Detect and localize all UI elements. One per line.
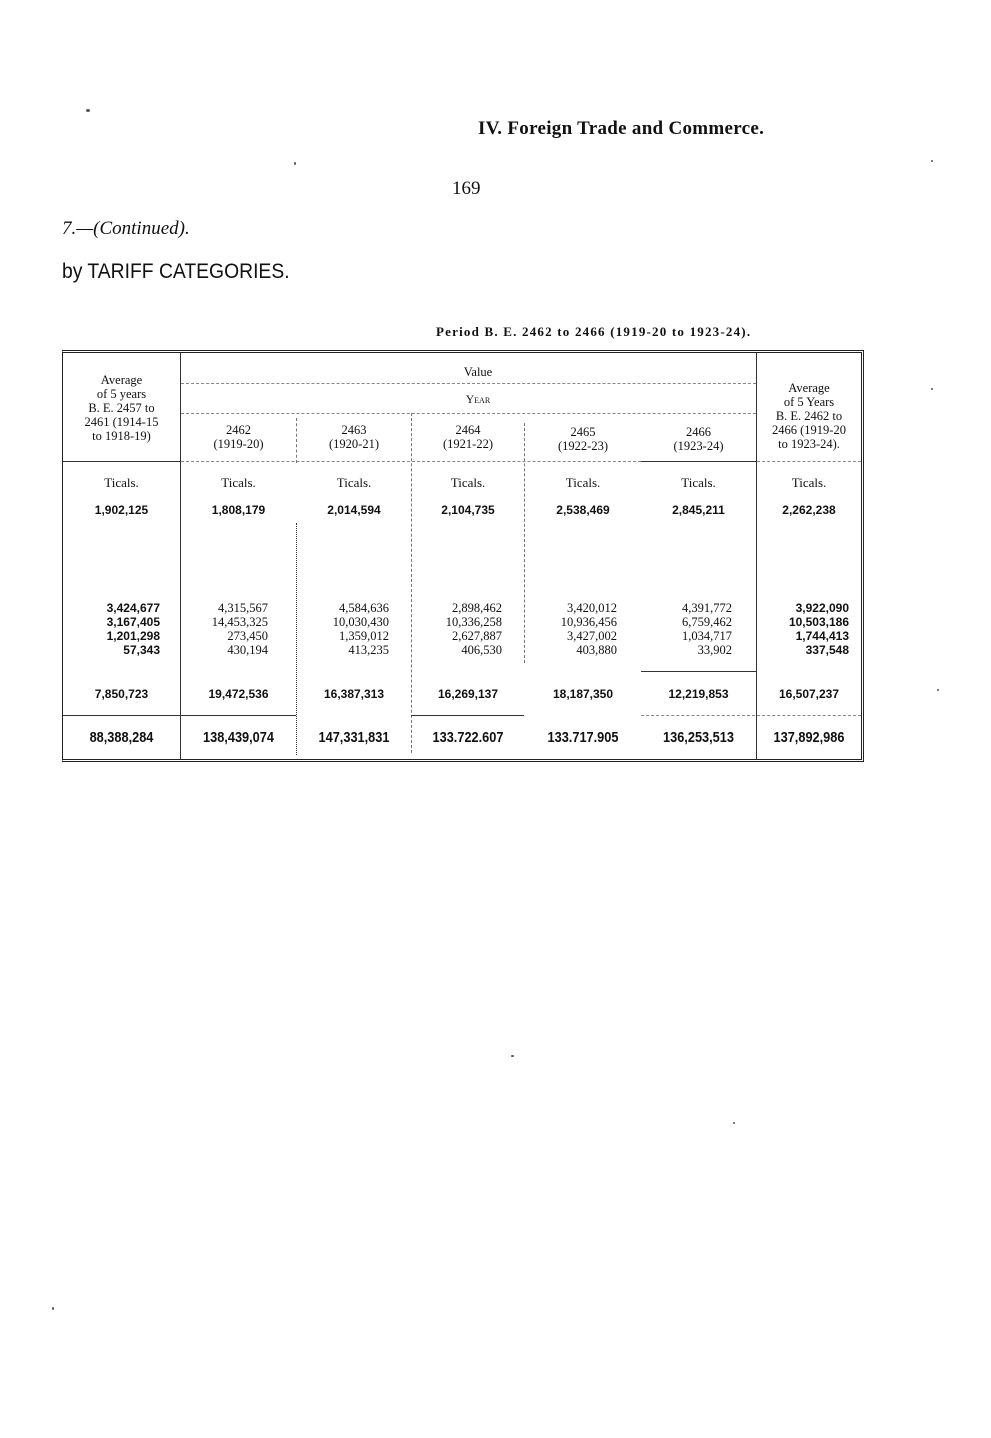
group-value: 4,315,567	[218, 601, 268, 615]
cell-row1: 2,014,594	[327, 503, 381, 517]
cell-row1: 2,262,238	[782, 503, 836, 517]
group-value: 403,880	[576, 643, 617, 657]
group-value: 413,235	[348, 643, 389, 657]
header-line: 2461 (1914-15	[84, 415, 159, 429]
header-line: 2462	[226, 423, 251, 437]
cell-total: 133.717.905	[547, 729, 619, 746]
scan-speck	[733, 1122, 735, 1124]
section-title: by TARIFF CATEGORIES.	[62, 260, 290, 283]
scan-speck	[931, 160, 933, 162]
unit-label: Ticals.	[221, 475, 256, 490]
group-value: 3,427,002	[567, 629, 617, 643]
group-value: 6,759,462	[682, 615, 732, 629]
cell-group	[641, 601, 756, 657]
continued-label: 7.—(Continued).	[62, 218, 190, 239]
cell-row1: 2,538,469	[556, 503, 610, 517]
group-value: 10,030,430	[332, 615, 389, 629]
scan-speck	[86, 109, 90, 112]
header-line: of 5 Years	[783, 395, 835, 409]
header-rule	[181, 461, 641, 462]
group-value: 4,584,636	[339, 601, 389, 615]
header-line: 2466	[686, 425, 711, 439]
cell-group	[757, 601, 861, 657]
cell-subtotal: 7,850,723	[94, 687, 149, 701]
header-rule	[63, 461, 180, 462]
header-line: 2463	[341, 423, 367, 437]
unit-label: Ticals.	[450, 475, 486, 490]
cell-group	[525, 601, 641, 657]
group-value: 1,201,298	[106, 629, 160, 643]
header-value: Value	[463, 365, 493, 379]
group-value: 4,391,772	[682, 601, 732, 615]
group-value: 57,343	[123, 643, 160, 657]
header-line: (1921-22)	[443, 437, 493, 451]
cell-group	[181, 601, 296, 657]
year-underline	[181, 413, 756, 414]
unit-label: Ticals.	[565, 475, 601, 490]
header-line: B. E. 2462 to	[775, 409, 843, 423]
header-line: (1919-20)	[213, 437, 264, 451]
cell-subtotal: 18,187,350	[552, 687, 614, 701]
header-line: of 5 years	[96, 387, 147, 401]
header-avg-previous	[63, 373, 180, 443]
cell-subtotal: 19,472,536	[208, 687, 269, 701]
cell-subtotal: 16,507,237	[778, 687, 840, 701]
group-value: 430,194	[227, 643, 268, 657]
header-rule	[757, 461, 861, 462]
header-year-2464	[412, 423, 524, 451]
total-rule	[411, 715, 524, 716]
group-value: 10,936,456	[560, 615, 617, 629]
group-value: 3,420,012	[567, 601, 617, 615]
header-year: Year	[465, 394, 491, 406]
header-avg-current	[757, 381, 861, 451]
group-value: 2,898,462	[452, 601, 502, 615]
header-line: 2466 (1919-20	[772, 423, 846, 437]
cell-group	[63, 601, 180, 657]
cell-total: 138,439,074	[203, 729, 274, 746]
header-line: (1923-24)	[673, 439, 724, 453]
subtotal-rule	[641, 671, 756, 672]
cell-group	[412, 601, 524, 657]
group-value: 33,902	[697, 643, 732, 657]
cell-total: 147,331,831	[318, 729, 390, 746]
group-value: 1,359,012	[339, 629, 389, 643]
group-value: 3,424,677	[106, 601, 160, 615]
header-line: to 1918-19)	[92, 429, 151, 443]
group-value: 3,922,090	[795, 601, 849, 615]
header-line: to 1923-24).	[778, 437, 840, 451]
header-year-2462	[181, 423, 296, 451]
page-header-title: IV. Foreign Trade and Commerce.	[478, 118, 765, 139]
group-value: 2,627,887	[452, 629, 502, 643]
unit-label: Ticals.	[681, 475, 716, 490]
header-rule	[641, 461, 756, 462]
header-line: Average	[100, 373, 143, 387]
header-line: Average	[788, 381, 830, 395]
group-value: 1,744,413	[795, 629, 849, 643]
scan-speck	[937, 689, 939, 691]
group-value: 337,548	[805, 643, 849, 657]
unit-label: Ticals.	[791, 475, 827, 490]
scan-speck	[52, 1307, 54, 1310]
page-number: 169	[452, 178, 481, 199]
unit-label: Ticals.	[104, 475, 139, 490]
cell-row1: 1,902,125	[94, 503, 149, 517]
scan-speck	[511, 1055, 514, 1057]
cell-row1: 1,808,179	[211, 503, 266, 517]
group-value: 3,167,405	[106, 615, 160, 629]
scan-speck	[931, 388, 933, 390]
group-value: 273,450	[227, 629, 268, 643]
group-value: 1,034,717	[682, 629, 732, 643]
scan-speck	[294, 162, 296, 165]
cell-row1: 2,104,735	[441, 503, 495, 517]
group-value: 406,530	[461, 643, 502, 657]
value-underline	[181, 383, 756, 384]
cell-total: 137,892,986	[773, 729, 845, 746]
group-value: 10,336,258	[445, 615, 502, 629]
period-caption: Period B. E. 2462 to 2466 (1919-20 to 1923-24).	[436, 324, 752, 339]
total-rule	[63, 715, 296, 716]
tariff-table	[62, 350, 864, 762]
group-value: 14,453,325	[211, 615, 268, 629]
cell-total: 133.722.607	[432, 729, 504, 746]
header-year-2463	[297, 423, 411, 451]
header-line: (1920-21)	[329, 437, 379, 451]
group-value: 10,503,186	[788, 615, 849, 629]
column-divider-dashed	[411, 413, 412, 753]
cell-subtotal: 16,387,313	[323, 687, 385, 701]
header-line: (1922-23)	[558, 439, 608, 453]
unit-label: Ticals.	[336, 475, 372, 490]
header-line: B. E. 2457 to	[88, 401, 155, 415]
cell-subtotal: 12,219,853	[668, 687, 729, 701]
total-rule	[641, 715, 861, 716]
cell-total: 136,253,513	[663, 729, 734, 746]
header-year-2465	[525, 425, 641, 453]
cell-row1: 2,845,211	[672, 503, 725, 517]
header-year-2466	[641, 425, 756, 453]
cell-subtotal: 16,269,137	[437, 687, 499, 701]
cell-group	[297, 601, 411, 657]
cell-total: 88,388,284	[89, 729, 154, 746]
header-line: 2464	[455, 423, 481, 437]
header-line: 2465	[570, 425, 596, 439]
